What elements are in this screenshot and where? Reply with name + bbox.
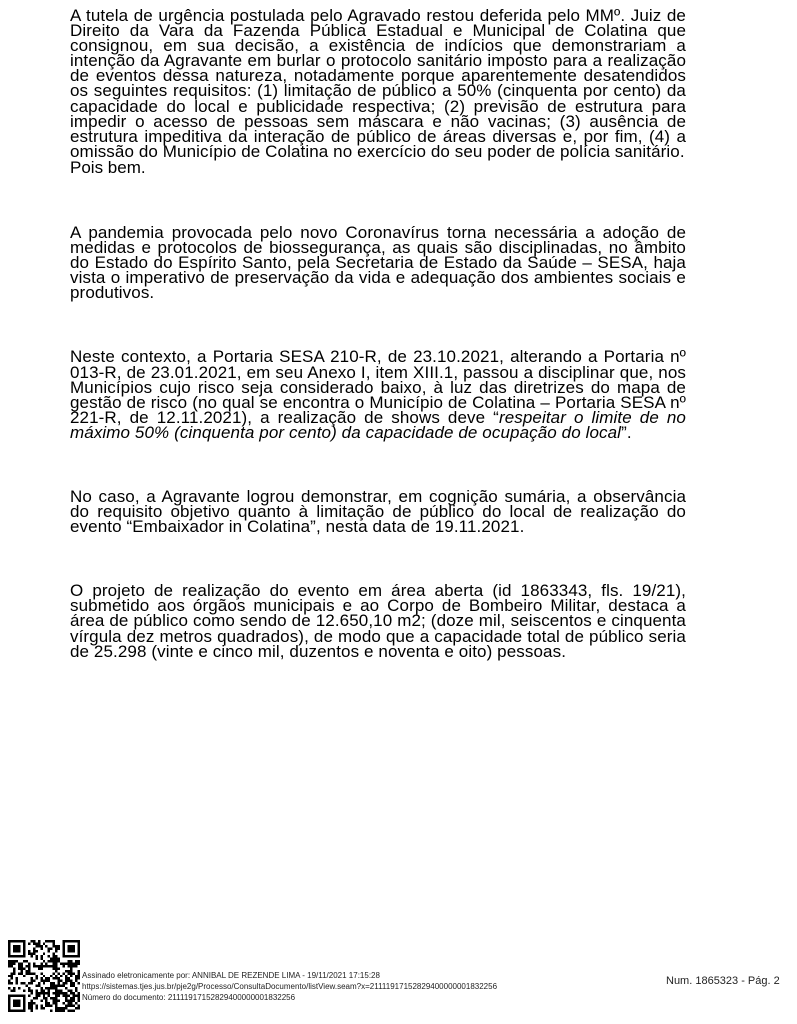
portaria-quote-end: ”. [621,422,632,442]
paragraph-caso: No caso, a Agravante logrou demonstrar, em cognição sumária, a observância do requisito objetivo quanto à limitação de público do local de realização do evento “Embaixador in Colatina”, nesta data de 19.11.2021. [70,486,686,537]
paragraph-portaria [70,349,686,440]
document-number: Número do documento: 21111917152829400000001832256 [82,993,296,1002]
portaria-text: Neste contexto, a Portaria SESA 210-R, de 23.10.2021, alterando a Portaria nº 013-R, de 23.01.2021, em seu Anexo I, item XIII.1, passou a disciplinar que, nos Municípios cujo risco seja considerado baixo, à luz das diretrizes do mapa de gestão de risco (no qual se encontra o Município de Colatina – Portaria SESA nº 221-R, de 12.11.2021), a realização de shows deve “ [70,347,686,427]
signature-footer [0,940,797,1024]
signature-info [82,970,497,1003]
paragraph-pois-bem: Pois bem. [70,157,146,177]
paragraph-tutela: A tutela de urgência postulada pelo Agravado restou deferida pelo MMº. Juiz de Direito da Vara da Fazenda Pública Estadual e Municipal de Colatina que consignou, em sua decisão, a existência de indícios que demonstrariam a intenção da Agravante em burlar o protocolo sanitário imposto para a realização de eventos dessa natureza, notadamente porque aparentemente desatendidos os seguintes requisitos: (1) limitação de público a 50% (cinquenta por cento) da capacidade do local e publicidade respectiva; (2) previsão de estrutura para impedir o acesso de pessoas sem máscara e não vacinas; (3) ausência de estrutura impeditiva da interação de público de áreas diversas e, por fim, (4) a omissão do Município de Colatina no exercício do seu poder de polícia sanitário. [70,6,686,161]
portaria-quote: respeitar o limite de no máximo 50% (cinquenta por cento) da capacidade de ocupação do local [70,407,686,442]
paragraph-pandemia: A pandemia provocada pelo novo Coronavírus torna necessária a adoção de medidas e protocolos de biossegurança, as quais são disciplinadas, no âmbito do Estado do Espírito Santo, pela Secretaria de Estado da Saúde – SESA, haja vista o imperativo de preservação da vida e adequação dos ambientes sociais e produtivos. [70,222,686,303]
qr-code-icon [8,940,80,1012]
document-body [70,8,686,659]
paragraph-projeto: O projeto de realização do evento em área aberta (id 1863343, fls. 19/21), submetido aos órgãos municipais e ao Corpo de Bombeiro Militar, destaca a área de público como sendo de 12.650,10 m2; (doze mil, seiscentos e cinquenta vírgula dez metros quadrados), de modo que a capacidade total de público seria de 25.298 (vinte e cinco mil, duzentos e noventa e oito) pessoas. [70,581,686,661]
signed-by: Assinado eletronicamente por: ANNIBAL DE REZENDE LIMA - 19/11/2021 17:15:28 [82,971,380,980]
document-url[interactable]: https://sistemas.tjes.jus.br/pje2g/Processo/ConsultaDocumento/listView.seam?x=21111917152829400000001832256 [82,982,498,991]
page-number: Num. 1865323 - Pág. 2 [666,975,780,987]
